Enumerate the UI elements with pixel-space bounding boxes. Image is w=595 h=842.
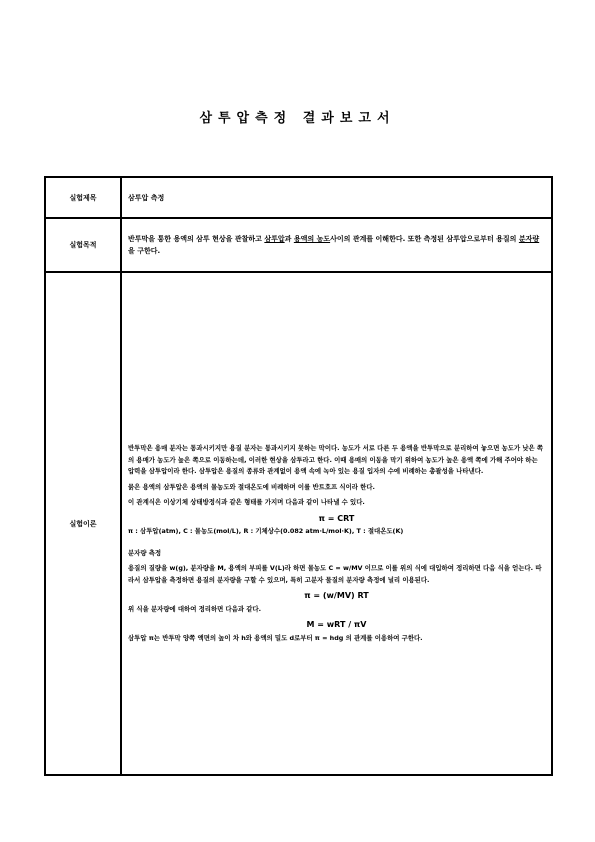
purpose-underline-1: 삼투압 (264, 235, 285, 243)
purpose-value (121, 218, 552, 272)
theory-body (121, 272, 552, 775)
formula-molar-mass: M = wRT / πV (306, 620, 367, 629)
purpose-text: 을 구한다. (128, 247, 161, 255)
theory-paragraph: 용질의 질량을 w(g), 분자량을 M, 용액의 부피를 V(L)라 하면 몰농도 C = w/MV 이므로 이를 위의 식에 대입하여 정리하면 다음 식을 얻는다. 따라서 삼투압을 측정하면 용질의 분자량을 구할 수 있으며, 특히 고분자 물질의 분자량 측정에 널리 이용된다. (128, 564, 542, 584)
formula-vant-hoff: π = CRT (318, 513, 355, 523)
purpose-label: 실험목적 (45, 218, 121, 272)
theory-paragraph: π : 삼투압(atm), C : 몰농도(mol/L), R : 기체상수(0.082 atm·L/mol·K), T : 절대온도(K) (128, 527, 404, 535)
theory-paragraph: 반투막은 용매 분자는 통과시키지만 용질 분자는 통과시키지 못하는 막이다. 농도가 서로 다른 두 용액을 반투막으로 분리하여 놓으면 농도가 낮은 쪽의 용매가 농도가 높은 쪽으로 이동하는데, 이러한 현상을 삼투라고 한다. 이때 용매의 이동을 막기 위하여 농도가 높은 용액 쪽에 가해 주어야 하는 압력을 삼투압이라 한다. 삼투압은 용질의 종류와 관계없이 용액 속에 녹아 있는 용질 입자의 수에 비례하는 총괄성을 나타낸다. (128, 444, 544, 475)
section-heading: 분자량 측정 (128, 548, 162, 557)
theory-paragraph: 이 관계식은 이상기체 상태방정식과 같은 형태를 가지며 다음과 같이 나타낼 수 있다. (128, 498, 365, 506)
report-table (44, 176, 553, 776)
purpose-underline-3: 분자량 (518, 235, 540, 243)
theory-paragraph: 위 식을 분자량에 대하여 정리하면 다음과 같다. (128, 604, 262, 613)
subject-label: 실험제목 (45, 177, 121, 218)
subject-row (45, 177, 552, 218)
theory-label: 실험이론 (45, 272, 121, 775)
theory-paragraph: 삼투압 π는 반투막 양쪽 액면의 높이 차 h와 용액의 밀도 d로부터 π = hdg 의 관계를 이용하여 구한다. (128, 633, 423, 642)
subject-value: 삼투압 측정 (121, 177, 552, 218)
formula-osmotic: π = (w/MV) RT (304, 591, 369, 600)
purpose-underline-2: 용액의 농도 (293, 235, 331, 243)
document-title: 삼투압측정 결과보고서 (199, 111, 396, 126)
purpose-text: 반투막을 통한 용액의 삼투 현상을 관찰하고 (128, 235, 265, 243)
theory-row (45, 272, 552, 775)
purpose-text: 과 (284, 235, 294, 243)
purpose-text: 사이의 관계를 이해한다. 또한 측정된 삼투압으로부터 용질의 (330, 235, 519, 243)
theory-paragraph: 묽은 용액의 삼투압은 용액의 몰농도와 절대온도에 비례하며 이를 반트호프 식이라 한다. (128, 482, 375, 491)
purpose-row (45, 218, 552, 272)
